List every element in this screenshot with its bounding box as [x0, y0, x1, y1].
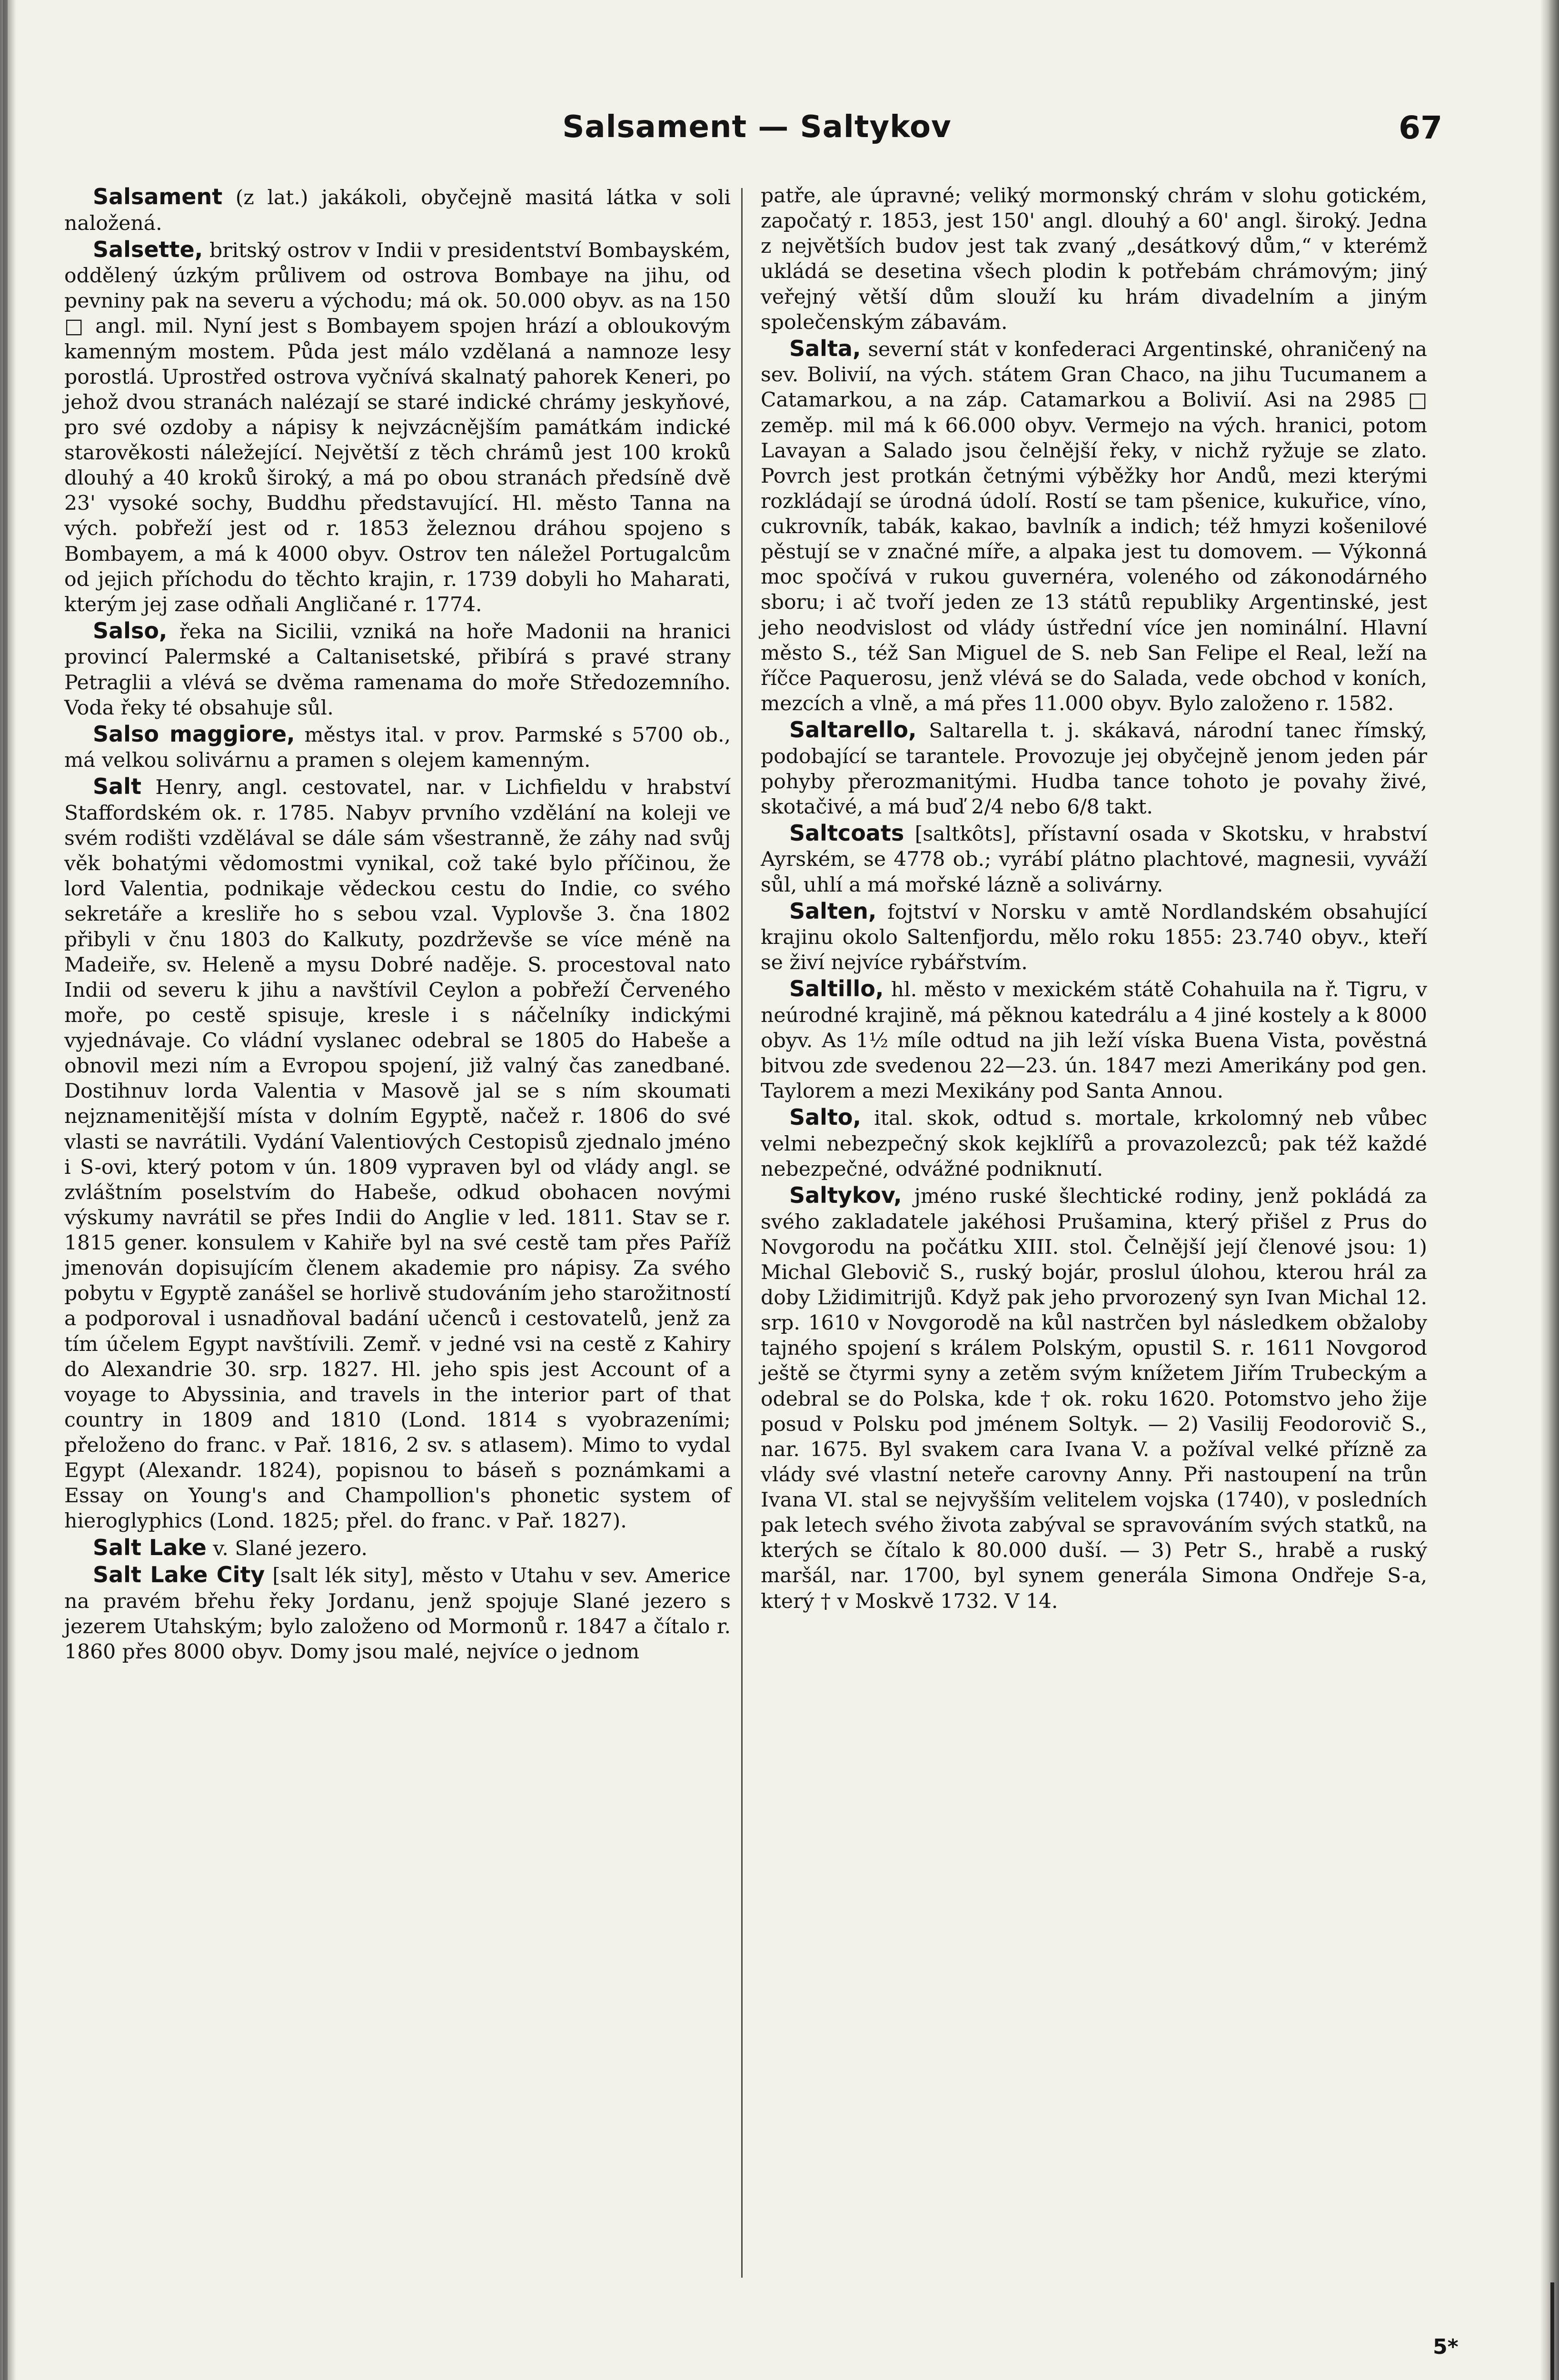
right-column — [761, 183, 1427, 1614]
column-divider — [741, 188, 743, 2278]
entry-headword: Salt — [93, 774, 141, 800]
entry-text: (z lat.) jakákoli, obyčejně masitá látka v soli naložená. — [64, 186, 731, 235]
entry-text: hl. město v mexickém státě Cohahuila na ř. Tigru, v neúrodné krajině, má pěknou katedrálu a 4 jiné kostely a k 8000 obyv. As 1½ míle odtud na jih leží víska Buena Vista, pověstná bitvou zde svedenou 22—23. ún. 1847 mezi Amerikány pod gen. Taylorem a mezi Mexikány pod Santa Annou. — [761, 978, 1427, 1103]
entry-headword: Salto, — [789, 1104, 862, 1130]
running-head: Salsament — Saltykov — [562, 109, 952, 145]
left-column — [64, 183, 731, 1665]
scan-left-edge — [0, 0, 16, 2380]
entry-text: Henry, angl. cestovatel, nar. v Lichfieldu v hrabství Staffordském ok. r. 1785. Nabyv prvního vzdělání na koleji ve svém rodišti vzdělával se dále sám všestranně, že záhy nad svůj věk bohatými vědomostmi vynikal, což také bylo příčinou, že lord Valentia, podnikaje vědeckou cestu do Indie, co svého sekretáře a kresliře ho s sebou vzal. Vyplovše 3. čna 1802 přibyli v čnu 1803 do Kalkuty, pozdrževše se více méně na Madeiře, sv. Heleně a mysu Dobré naděje. S. procestoval nato Indii od severu k jihu a navštívil Ceylon a pobřeží Červeného moře, po cestě spisuje, kresle i s náčelníky indickými vyjednávaje. Co vládní vyslanec odebral se 1805 do Habeše a obnovil mezi ním a Evropou spojení, již valný čas zanedbané. Dostihnuv lorda Valentia v Masově jal se s ním skoumati nejznamenitější místa v dolním Egyptě, načež r. 1806 do své vlasti se navrátili. Vydání Valentiových Cestopisů zjednalo jméno i S-ovi, který potom v ún. 1809 vypraven byl od vlády angl. se zvláštním poselstvím do Habeše, odkud obohacen novými výskumy navrátil se přes Indii do Anglie v led. 1811. Stav se r. 1815 gener. konsulem v Kahiře byl na své cestě tam přes Paříž jmenován dopisujícím členem akademie pro nápisy. Za svého pobytu v Egyptě zanášel se horlivě studováním jeho starožitností a podporoval i usnadňoval badání učenců i cestovatelů, jenž za tím účelem Egypt navštívili. Zemř. v jedné vsi na cestě z Kahiry do Alexandrie 30. srp. 1827. Hl. jeho spis jest Account of a voyage to Abyssinia, and travels in the interior part of that country in 1809 and 1810 (Lond. 1814 s vyobrazeními; přeloženo do franc. v Pař. 1816, 2 sv. s atlasem). Mimo to vydal Egypt (Alexandr. 1824), popisnou to báseň s poznámkami a Essay on Young's and Champollion's phonetic system of hieroglyphics (Lond. 1825; přel. do franc. v Pař. 1827). — [64, 776, 731, 1533]
dictionary-entry — [761, 1182, 1427, 1614]
dictionary-entry — [761, 820, 1427, 898]
dictionary-entry — [64, 183, 731, 236]
signature-mark: 5* — [1433, 2335, 1459, 2359]
dictionary-entry — [761, 716, 1427, 820]
entry-text: městys ital. v prov. Parmské s 5700 ob., má velkou solivárnu a pramen s olejem kamenným. — [64, 723, 731, 773]
scan-right-edge — [1540, 0, 1559, 2380]
entry-headword: Salso maggiore, — [93, 721, 295, 747]
page-header — [71, 109, 1442, 162]
entry-text: v. Slané jezero. — [206, 1537, 367, 1560]
entry-text: Saltarella t. j. skákavá, národní tanec římský, podobající se tarantele. Provozuje jej obyčejně jenom jeden pár pohyby přerozmanitými. Hudba tance tohoto je povahy živé, skotačivé, a má buď 2/4 nebo 6/8 takt. — [761, 719, 1427, 819]
entry-text: [saltkôts], přístavní osada v Skotsku, v hrabství Ayrském, se 4778 ob.; vyrábí plátno plachtové, magnesii, vyváží sůl, uhlí a má mořské lázně a solivárny. — [761, 822, 1427, 897]
entry-headword: Saltykov, — [789, 1182, 902, 1209]
dictionary-entry — [64, 617, 731, 721]
entry-text: severní stát v konfederaci Argentinské, ohraničený na sev. Bolivií, na vých. státem Gran Chaco, na jihu Tucumanem a Catamarkou, a na záp. Catamarkou a Bolivií. Asi na 2985 □ zeměp. mil má k 66.000 obyv. Vermejo na vých. hranici, potom Lavayan a Salado jsou čelnější řeky, v nichž ryžuje se zlato. Povrch jest protkán četnými výběžky hor Andů, mezi kterými rozkládají se úrodná údolí. Rostí se tam pšenice, kukuřice, víno, cukrovník, tabák, kakao, bavlník a indich; též hmyzi košenilové pěstují se v značné míře, a alpaka jest tu domovem. — Výkonná moc spočívá v rukou guvernéra, voleného od zákonodárného sboru; i ač tvoří jeden ze 13 států republiky Argentinské, jest jeho neodvislost od vlády ústřední více jen nominální. Hlavní město S., též San Miguel de S. neb San Felipe el Real, leží na říčce Paquerosu, jenž vlévá se do Salada, vede obchod v koních, mezcích a vlně, a má přes 11.000 obyv. Bylo založeno r. 1582. — [761, 337, 1427, 715]
dictionary-entry — [64, 1561, 731, 1665]
entry-headword: Salsette, — [93, 236, 203, 262]
entry-headword: Saltarello, — [789, 717, 917, 743]
dictionary-entry — [761, 183, 1427, 335]
page-number: 67 — [1399, 109, 1442, 146]
entry-headword: Salten, — [789, 898, 877, 924]
entry-headword: Salso, — [93, 617, 168, 644]
entry-headword: Salt Lake City — [93, 1562, 265, 1587]
entry-text: jméno ruské šlechtické rodiny, jenž pokládá za svého zakladatele jakéhosi Prušamina, který přišel z Prus do Novgorodu na počátku XIII. stol. Čelnější její členové jsou: 1) Michal Glebovič S., ruský bojár, proslul úlohou, kterou hrál za doby Lžidimitrijů. Když pak jeho prvorozený syn Ivan Michal 12. srp. 1610 v Novgorodě na kůl nastrčen byl následkem obžaloby tajného spojení s králem Polským, opustil S. r. 1611 Novgorod ještě se čtyrmi syny a zetěm svým knížetem Jiřím Trubeckým a odebral se do Polska, kde † ok. roku 1620. Potomstvo jeho žije posud v Polsku pod jménem Soltyk. — 2) Vasilij Feodorovič S., nar. 1675. Byl svakem cara Ivana V. a požíval velké přízně za vlády své vlastní neteře carovny Anny. Při nastoupení na trůn Ivana VI. stal se nejvyšším velitelem vojska (1740), v posledních pak letech svého života zabýval se spravováním svých statků, na kterých se čítalo k 80.000 duší. — 3) Petr S., hrabě a ruský maršál, nar. 1700, byl synem generála Simona Ondřeje S-a, který † v Moskvě 1732. V 14. — [761, 1185, 1427, 1613]
dictionary-entry — [761, 1104, 1427, 1182]
entry-text: řeka na Sicilii, vzniká na hoře Madonii na hranici provincí Palermské a Caltanisetské, přibírá s pravé strany Petraglii a vlévá se dvěma ramenama do moře Středozemního. Voda řeky té obsahuje sůl. — [64, 620, 731, 720]
dictionary-entry — [761, 898, 1427, 976]
entry-text: ital. skok, odtud s. mortale, krkolomný neb vůbec velmi nebezpečný skok kejklířů a provazolezců; pak též každé nebezpečné, odvážné podniknutí. — [761, 1107, 1427, 1181]
entry-text: fojtství v Norsku v amtě Nordlandském obsahující krajinu okolo Saltenfjordu, mělo roku 1855: 23.740 obyv., kteří se živí nejvíce rybářstvím. — [761, 900, 1427, 975]
entry-text: patře, ale úpravné; veliký mormonský chrám v slohu gotickém, započatý r. 1853, jest 150' angl. dlouhý a 60' angl. široký. Jedna z největších budov jest tak zvaný „desátkový dům,“ v kterémž ukládá se desetina všech plodin k potřebám chrámovým; jiný veřejný větší dům slouží ku hrám divadelním a jiným společenským zábavám. — [761, 184, 1427, 334]
entry-headword: Salt Lake — [93, 1534, 207, 1560]
entry-headword: Saltillo, — [789, 976, 884, 1002]
entry-headword: Saltcoats — [789, 820, 904, 846]
dictionary-entry — [64, 773, 731, 1534]
dictionary-entry — [761, 335, 1427, 716]
dictionary-entry — [761, 975, 1427, 1104]
dictionary-entry — [64, 721, 731, 774]
entry-text: [salt lék sity], město v Utahu v sev. Americe na pravém břehu řeky Jordanu, jenž spojuje Slané jezero s jezerem Utahským; bylo založeno od Mormonů r. 1847 a čítalo r. 1860 přes 8000 obyv. Domy jsou malé, nejvíce o jednom — [64, 1564, 731, 1664]
entry-text: britský ostrov v Indii v presidentství Bombayském, oddělený úzkým průlivem od ostrova Bombaye na jihu, od pevniny pak na severu a východu; má ok. 50.000 obyv. as na 150 □ angl. mil. Nyní jest s Bombayem spojen hrází a obloukovým kamenným mostem. Půda jest málo vzdělaná a namnoze lesy porostlá. Uprostřed ostrova vyčnívá skalnatý pahorek Keneri, po jehož dvou stranách nalézají se staré indické chrámy jeskyňové, pro své ozdoby a nápisy k nejvzácnějším památkám indické starověkosti náležející. Největší z těch chrámů jest 100 kroků dlouhý a 40 kroků široký, a má po obou stranách předsíně dvě 23' vysoké sochy, Buddhu představující. Hl. město Tanna na vých. pobřeží jest od r. 1853 železnou dráhou spojeno s Bombayem, a má k 4000 obyv. Ostrov ten náležel Portugalcům od jejich příchodu do těchto krajin, r. 1739 dobyli ho Maharati, kterým jej zase odňali Angličané r. 1774. — [64, 238, 731, 616]
entry-headword: Salta, — [789, 335, 861, 361]
dictionary-entry — [64, 1534, 731, 1562]
entry-headword: Salsament — [93, 184, 223, 209]
dictionary-entry — [64, 236, 731, 617]
